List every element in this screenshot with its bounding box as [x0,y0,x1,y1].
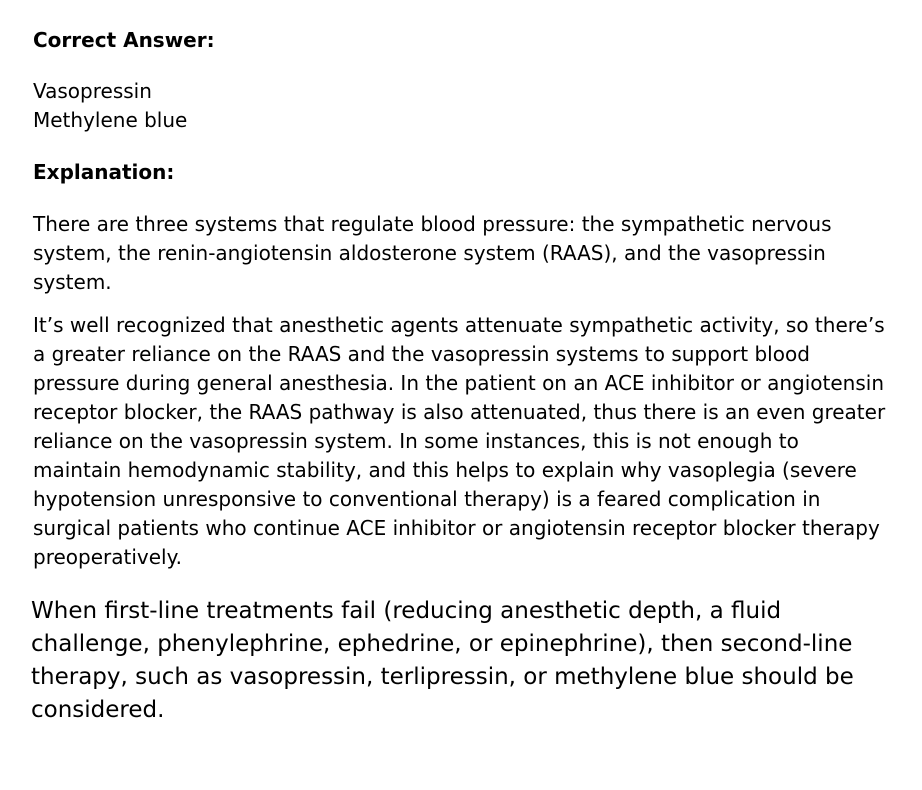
answer-item: Methylene blue [33,108,188,132]
answer-explanation-document [33,26,893,727]
answer-list [33,77,893,135]
answer-item: Vasopressin [33,79,152,103]
explanation-paragraph: There are three systems that regulate blood pressure: the sympathetic nervous system, the renin-angiotensin aldosterone system (RAAS), and the vasopressin system. [33,212,832,294]
explanation-paragraph: When first-line treatments fail (reducing anesthetic depth, a fluid challenge, phenylephrine, ephedrine, or epinephrine), then second-line therapy, such as vasopressin, terlipressin, or methylene blue should be considered. [31,598,854,723]
explanation-paragraph: It’s well recognized that anesthetic agents attenuate sympathetic activity, so there’s a greater reliance on the RAAS and the vasopressin systems to support blood pressure during general anesthesia. In the patient on an ACE inhibitor or angiotensin receptor blocker, the RAAS pathway is also attenuated, thus there is an even greater reliance on the vasopressin system. In some instances, this is not enough to maintain hemodynamic stability, and this helps to explain why vasoplegia (severe hypotension unresponsive to conventional therapy) is a feared complication in surgical patients who continue ACE inhibitor or angiotensin receptor blocker therapy preoperatively. [33,313,886,569]
explanation-heading: Explanation: [33,160,175,184]
correct-answer-heading: Correct Answer: [33,28,215,52]
